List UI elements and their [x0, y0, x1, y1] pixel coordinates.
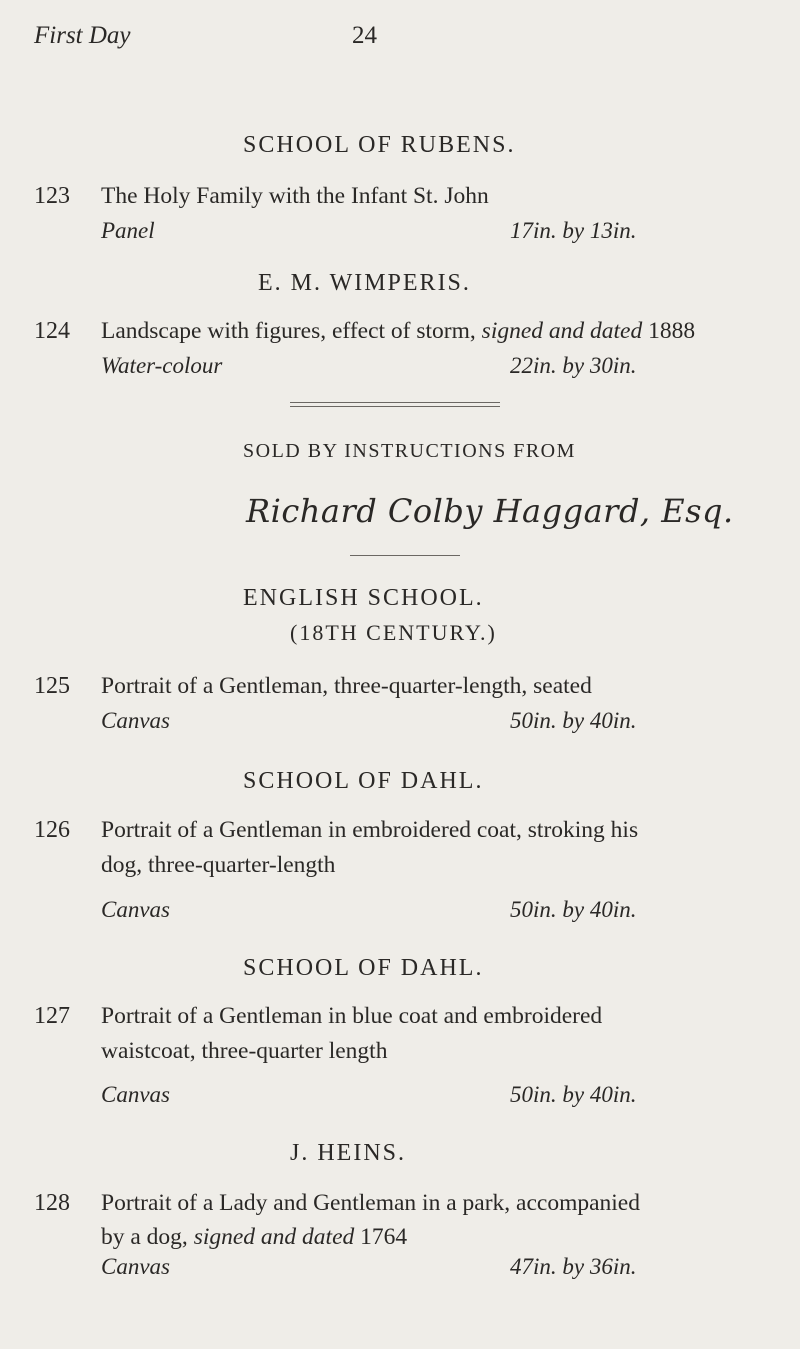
lot-title: Portrait of a Gentleman in embroidered coat, stroking his	[101, 817, 639, 843]
lot-medium: Canvas	[101, 1082, 170, 1107]
school-heading: ENGLISH SCHOOL.	[243, 585, 484, 611]
lot-title-text: Landscape with figures, effect of storm,	[101, 318, 476, 344]
lot-title: The Holy Family with the Infant St. John	[101, 183, 489, 209]
lot-dimensions: 47in. by 36in.	[510, 1254, 637, 1279]
lot-title-signed: signed and dated	[481, 318, 643, 344]
lot-title-year: 1888	[648, 318, 696, 344]
divider	[350, 555, 460, 556]
sold-by-line: SOLD BY INSTRUCTIONS FROM	[243, 440, 576, 462]
lot-dimensions: 50in. by 40in.	[510, 897, 637, 922]
lot-title-text: by a dog,	[101, 1224, 188, 1250]
consignor-name: Richard Colby Haggard, Esq.	[246, 492, 734, 530]
school-heading: SCHOOL OF DAHL.	[243, 955, 484, 981]
running-header-section: First Day	[34, 22, 131, 49]
lot-title-year: 1764	[360, 1224, 408, 1250]
page-number: 24	[352, 22, 377, 49]
school-subheading: (18TH CENTURY.)	[290, 620, 497, 645]
lot-number: 127	[34, 1003, 70, 1029]
lot-medium: Canvas	[101, 708, 170, 733]
lot-medium: Canvas	[101, 897, 170, 922]
lot-medium: Water-colour	[101, 353, 223, 378]
lot-title-continued: dog, three-quarter-length	[101, 852, 336, 878]
divider	[290, 406, 500, 407]
lot-title: Portrait of a Gentleman, three-quarter-length, seated	[101, 673, 592, 699]
lot-title-signed: signed and dated	[193, 1224, 355, 1250]
school-heading: SCHOOL OF DAHL.	[243, 768, 484, 794]
lot-dimensions: 17in. by 13in.	[510, 218, 637, 243]
lot-dimensions: 22in. by 30in.	[510, 353, 637, 378]
lot-dimensions: 50in. by 40in.	[510, 708, 637, 733]
lot-number: 124	[34, 318, 70, 344]
lot-title: Portrait of a Gentleman in blue coat and embroidered	[101, 1003, 603, 1029]
lot-number: 126	[34, 817, 70, 843]
lot-number: 125	[34, 673, 70, 699]
lot-number: 128	[34, 1190, 70, 1216]
divider	[290, 402, 500, 403]
lot-title: Portrait of a Lady and Gentleman in a park, accompanied	[101, 1190, 640, 1216]
lot-title-continued	[101, 1224, 407, 1251]
artist-heading: J. HEINS.	[290, 1140, 407, 1166]
artist-heading: E. M. WIMPERIS.	[258, 270, 471, 296]
lot-title	[101, 318, 695, 345]
lot-medium: Canvas	[101, 1254, 170, 1279]
lot-medium: Panel	[101, 218, 155, 243]
lot-number: 123	[34, 183, 70, 209]
lot-title-continued: waistcoat, three-quarter length	[101, 1038, 388, 1064]
school-heading: SCHOOL OF RUBENS.	[243, 132, 516, 158]
lot-dimensions: 50in. by 40in.	[510, 1082, 637, 1107]
